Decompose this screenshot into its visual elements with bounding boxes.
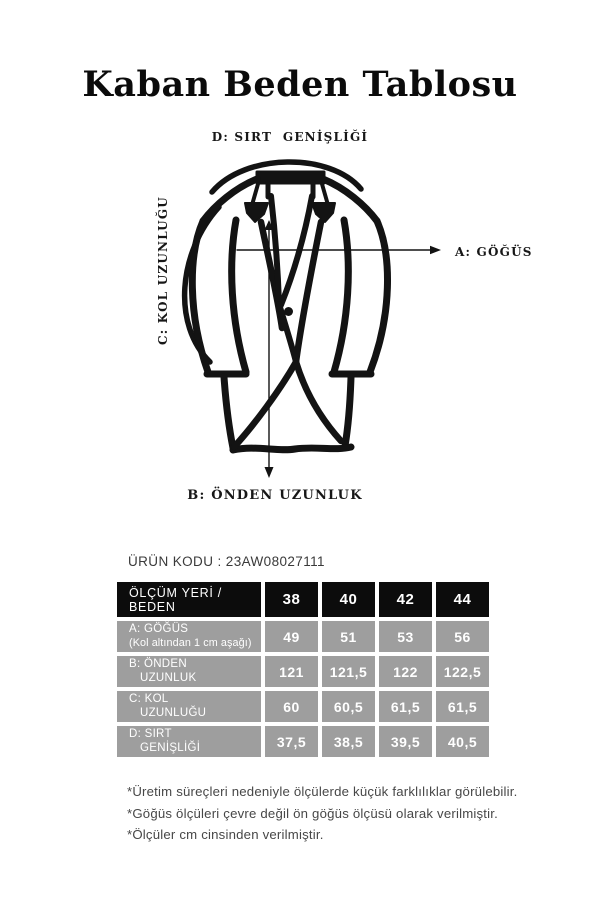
row-sleeve-length-label (117, 691, 261, 722)
collar-edge-right (322, 184, 328, 205)
row-sleeve-length-line2: UZUNLUĞU (140, 706, 207, 719)
row-chest-value-42: 53 (379, 621, 432, 652)
row-chest-value-44: 56 (436, 621, 489, 652)
arrow-right (430, 246, 441, 255)
row-back-width-value-44: 40,5 (436, 726, 489, 757)
sleeve-inner-left (232, 220, 246, 372)
hem (233, 447, 351, 450)
row-back-width-value-42: 39,5 (379, 726, 432, 757)
label-back-width: D: SIRT GENİŞLİĞİ (211, 130, 369, 144)
row-front-length-value-42: 122 (379, 656, 432, 687)
table-header-measure (117, 582, 261, 617)
arrow-down (265, 467, 274, 478)
row-chest-line1: A: GÖĞÜS (129, 623, 189, 635)
lapel-notch-right (312, 203, 335, 222)
table-header-size-42: 42 (379, 582, 432, 617)
row-front-length-value-40: 121,5 (322, 656, 375, 687)
lapel-notch-left (245, 203, 268, 222)
row-front-length-line2: UZUNLUK (140, 671, 197, 684)
row-sleeve-length-value-38: 60 (265, 691, 318, 722)
row-front-length-value-38: 121 (265, 656, 318, 687)
row-sleeve-length-value-42: 61,5 (379, 691, 432, 722)
sleeve-outer-right (370, 221, 387, 372)
footnotes (127, 781, 518, 846)
row-chest-label (117, 621, 261, 652)
sleeve-outer-left (192, 221, 208, 372)
row-chest-line2: (Kol altından 1 cm aşağı) (129, 636, 252, 649)
row-chest-value-38: 49 (265, 621, 318, 652)
row-chest-value-40: 51 (322, 621, 375, 652)
size-table (117, 582, 485, 757)
row-back-width-value-38: 37,5 (265, 726, 318, 757)
footnote-production: *Üretim süreçleri nedeniyle ölçülerde küçük farklılıklar görülebilir. (127, 784, 518, 799)
row-front-length-line1: B: ÖNDEN (129, 658, 187, 670)
table-header-size-40: 40 (322, 582, 375, 617)
label-chest: A: GÖĞÜS (455, 245, 533, 259)
row-back-width-line2: GENİŞLİĞİ (140, 741, 201, 754)
label-sleeve-length: C: KOL UZUNLUĞU (156, 196, 170, 345)
row-sleeve-length-value-44: 61,5 (436, 691, 489, 722)
body-side-left (224, 377, 233, 448)
table-header-size-38: 38 (265, 582, 318, 617)
row-sleeve-length-line1: C: KOL (129, 693, 169, 705)
row-back-width-label (117, 726, 261, 757)
coat-diagram (140, 145, 465, 490)
sleeve-inner-right (334, 220, 348, 372)
label-front-length: B: ÖNDEN UZUNLUK (187, 488, 363, 503)
page-title: Kaban Beden Tablosu (82, 64, 518, 105)
footnote-chest-measure: *Göğüs ölçüleri çevre değil ön göğüs ölçüsü olarak verilmiştir. (127, 805, 499, 821)
row-back-width-value-40: 38,5 (322, 726, 375, 757)
button (284, 307, 293, 316)
row-sleeve-length-value-40: 60,5 (322, 691, 375, 722)
row-front-length-value-44: 122,5 (436, 656, 489, 687)
table-header-measure-label: ÖLÇÜM YERİ / BEDEN (129, 585, 222, 614)
row-back-width-line1: D: SIRT (129, 728, 172, 740)
footnote-units: *Ölçüler cm cinsinden verilmiştir. (127, 827, 324, 842)
product-code: ÜRÜN KODU : 23AW08027111 (128, 554, 325, 569)
table-header-size-44: 44 (436, 582, 489, 617)
collar-edge-left (252, 184, 258, 205)
body-side-right (345, 377, 351, 446)
row-front-length-label (117, 656, 261, 687)
